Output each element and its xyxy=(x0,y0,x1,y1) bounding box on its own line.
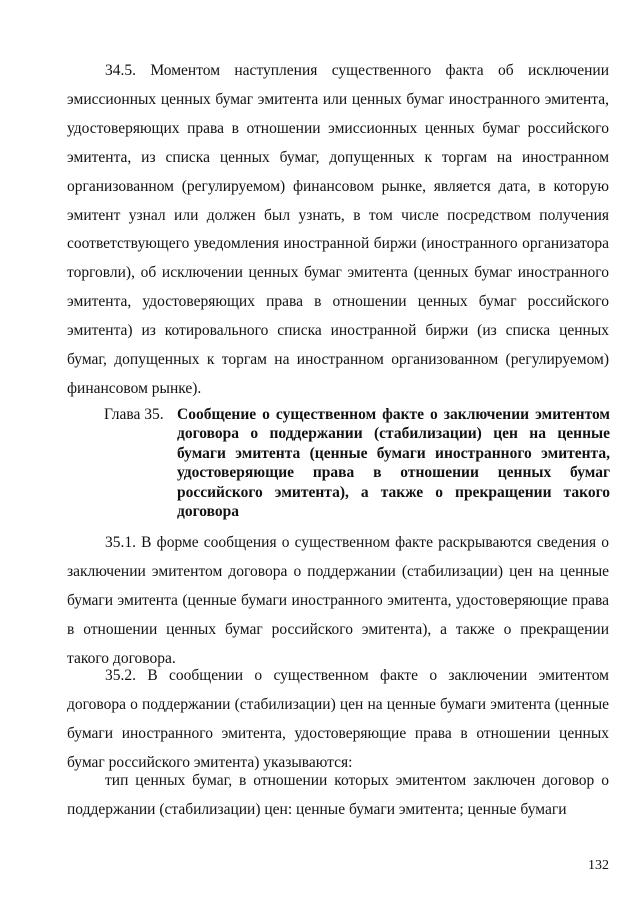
chapter-title: Сообщение о существенном факте о заключении эмитентом договора о поддержании (стабилизации) цен на ценные бумаги эмитента (ценные бумаги иностранного эмитента, удостоверяющие права в отношении ценных бумаг российского эмитента), а также о прекращении такого договора xyxy=(177,406,610,521)
chapter-heading xyxy=(104,405,610,521)
chapter-label: Глава 35. xyxy=(104,406,164,423)
page-number: 132 xyxy=(588,858,609,873)
paragraph-security-type: тип ценных бумаг, в отношении которых эмитентом заключен договор о поддержании (стабилизации) цен: ценные бумаги эмитента; ценные бумаги xyxy=(67,772,609,818)
paragraph-35-1: 35.1. В форме сообщения о существенном факте раскрываются сведения о заключении эмитентом договора о поддержании (стабилизации) цен на ценные бумаги эмитента (ценные бумаги иностранного эмитента, удостоверяющие права в отношении ценных бумаг российского эмитента), а также о прекращении такого договора. xyxy=(67,534,609,667)
paragraph-35-2: 35.2. В сообщении о существенном факте о заключении эмитентом договора о поддержании (стабилизации) цен на ценные бумаги эмитента (ценные бумаги иностранного эмитента, удостоверяющие права в отношении ценных бумаг российского эмитента) указываются: xyxy=(67,667,609,771)
paragraph-34-5: 34.5. Моментом наступления существенного факта об исключении эмиссионных ценных бумаг эмитента или ценных бумаг иностранного эмитента, удостоверяющих права в отношении эмиссионных ценных бумаг российского эмитента, из списка ценных бумаг, допущенных к торгам на иностранном организованном (регулируемом) финансовом рынке, является дата, в которую эмитент узнал или должен был узнать, в том числе посредством получения соответствующего уведомления иностранной биржи (иностранного организатора торговли), об исключении ценных бумаг эмитента (ценных бумаг иностранного эмитента, удостоверяющих права в отношении ценных бумаг российского эмитента) из котировального списка иностранной биржи (из списка ценных бумаг, допущенных к торгам на иностранном организованном (регулируемом) финансовом рынке). xyxy=(67,62,609,397)
